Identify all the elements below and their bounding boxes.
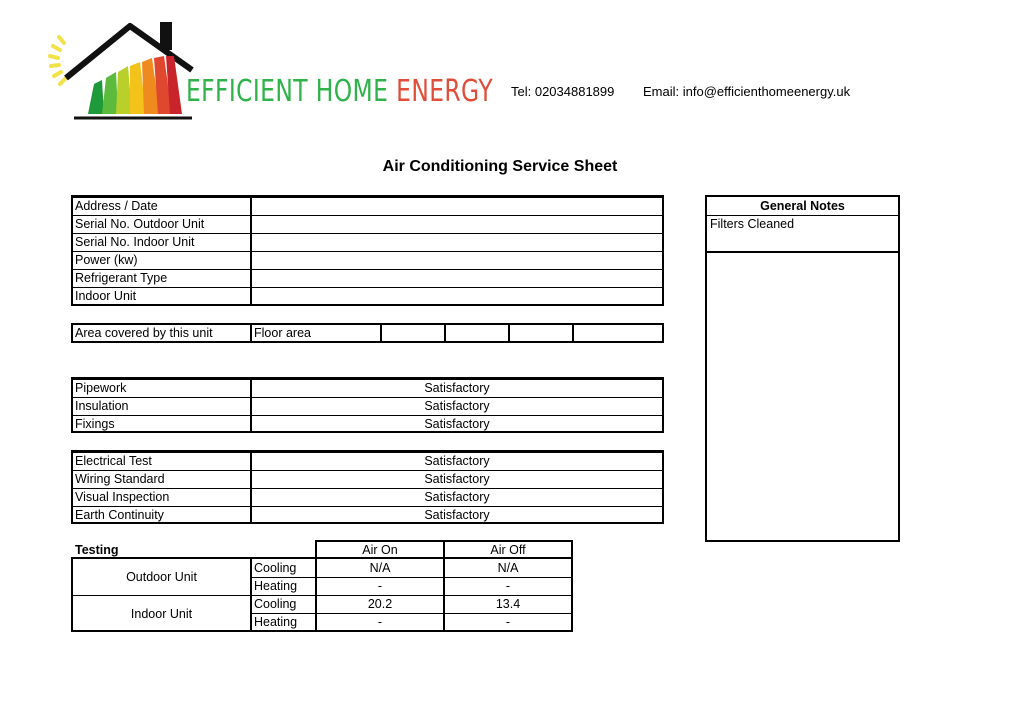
air-on-value: - (377, 615, 383, 629)
row-value: Satisfactory (424, 508, 490, 522)
mode-label: Heating (254, 615, 298, 629)
general-notes-title: General Notes (760, 199, 845, 213)
table-row (73, 379, 662, 398)
indoor-unit-label: Indoor Unit (130, 607, 193, 621)
brand-name (186, 74, 493, 109)
table-row (73, 197, 662, 216)
floor-area-label: Floor area (254, 326, 311, 340)
row-value: Satisfactory (424, 399, 490, 413)
mode-label: Cooling (254, 561, 297, 575)
row-label: Refrigerant Type (75, 271, 168, 285)
page-title: Air Conditioning Service Sheet (382, 158, 618, 175)
table-row (73, 452, 662, 471)
general-notes-text: Filters Cleaned (710, 217, 795, 231)
row-label: Serial No. Outdoor Unit (75, 217, 205, 231)
table-row (73, 269, 662, 288)
row-value: Satisfactory (424, 454, 490, 468)
area-label: Area covered by this unit (75, 326, 213, 340)
testing-table (71, 557, 573, 632)
row-value: Satisfactory (424, 490, 490, 504)
mode-label: Cooling (254, 597, 297, 611)
row-label: Indoor Unit (75, 289, 137, 303)
air-off-header: Air Off (490, 543, 526, 557)
row-label: Address / Date (75, 199, 158, 213)
air-on-value: 20.2 (367, 597, 393, 611)
row-label: Power (kw) (75, 253, 138, 267)
general-notes-panel (705, 195, 900, 542)
brand-name-red: ENERGY (396, 74, 494, 109)
table-row (73, 251, 662, 270)
table-row (73, 215, 662, 234)
air-off-value: - (505, 615, 511, 629)
row-label: Wiring Standard (75, 472, 165, 486)
installation-table (71, 377, 664, 433)
row-label: Fixings (75, 417, 115, 431)
air-on-value: - (377, 579, 383, 593)
table-row (73, 397, 662, 416)
row-label: Serial No. Indoor Unit (75, 235, 195, 249)
row-label: Electrical Test (75, 454, 152, 468)
air-on-header: Air On (362, 543, 398, 557)
phone-number: Tel: 02034881899 (511, 84, 615, 99)
mode-label: Heating (254, 579, 298, 593)
table-row (73, 506, 662, 525)
air-off-value: - (505, 579, 511, 593)
company-logo (44, 18, 194, 122)
air-off-value: N/A (497, 561, 519, 575)
table-row (73, 287, 662, 306)
row-label: Pipework (75, 381, 127, 395)
testing-title: Testing (75, 543, 119, 557)
table-row (73, 488, 662, 507)
details-table (71, 195, 664, 306)
table-row (73, 233, 662, 252)
air-on-value: N/A (369, 561, 391, 575)
outdoor-unit-label: Outdoor Unit (126, 570, 197, 584)
row-label: Insulation (75, 399, 129, 413)
table-row (73, 470, 662, 489)
email-address: Email: info@efficienthomeenergy.uk (643, 84, 851, 99)
row-label: Visual Inspection (75, 490, 170, 504)
brand-name-green: EFFICIENT HOME (186, 74, 389, 109)
area-table (71, 323, 664, 343)
row-value: Satisfactory (424, 381, 490, 395)
electrical-table (71, 450, 664, 524)
table-row (73, 415, 662, 434)
row-value: Satisfactory (424, 472, 490, 486)
air-off-value: 13.4 (495, 597, 521, 611)
row-value: Satisfactory (424, 417, 490, 431)
row-label: Earth Continuity (75, 508, 164, 522)
